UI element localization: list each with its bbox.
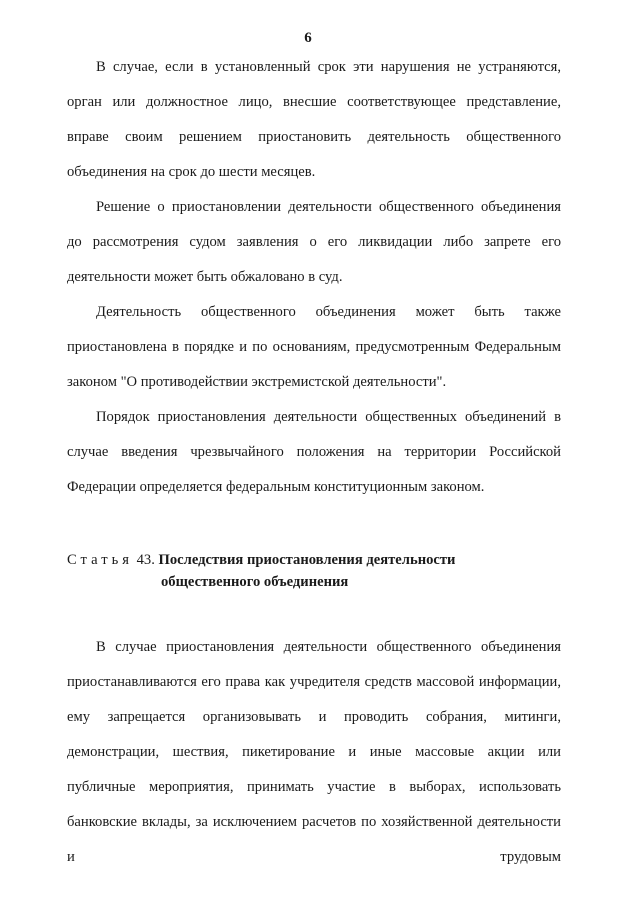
article-number: 43. bbox=[136, 552, 155, 568]
article-label: Статья bbox=[67, 552, 133, 568]
article-title-line-1: Последствия приостановления деятельности bbox=[158, 552, 456, 568]
article-heading bbox=[67, 549, 561, 593]
paragraph-suspension-by-decision: В случае, если в установленный срок эти нарушения не устраняются, орган или должностное лицо, внесшие соответствующее представление, вправе своим решением приостановить деятельность общественного объединения на срок до шести месяцев. bbox=[67, 59, 561, 180]
paragraph-extremism-law: Деятельность общественного объединения может быть также приостановлена в порядке и по основаниям, предусмотренным Федеральным законом "О противодействии экстремистской деятельности". bbox=[67, 304, 561, 390]
article-title-line-2: общественного объединения bbox=[161, 574, 349, 590]
paragraph-consequences-of-suspension: В случае приостановления деятельности общественного объединения приостанавливаются его права как учредителя средств массовой информации, ему запрещается организовывать и проводить собрания, митинги, демонстрации, шествия, пикетирование и иные массовые акции или публичные мероприятия, принимать участие в выборах, использовать банковские вклады, за исключением расчетов по хозяйственной деятельности и трудовым bbox=[67, 639, 561, 865]
paragraph-appeal-to-court: Решение о приостановлении деятельности общественного объединения до рассмотрения судом заявления о его ликвидации либо запрете его деятельности может быть обжаловано в суд. bbox=[67, 199, 561, 285]
paragraph-emergency-state: Порядок приостановления деятельности общественных объединений в случае введения чрезвычайного положения на территории Российской Федерации определяется федеральным конституционным законом. bbox=[67, 409, 561, 495]
page-number: 6 bbox=[304, 30, 312, 46]
